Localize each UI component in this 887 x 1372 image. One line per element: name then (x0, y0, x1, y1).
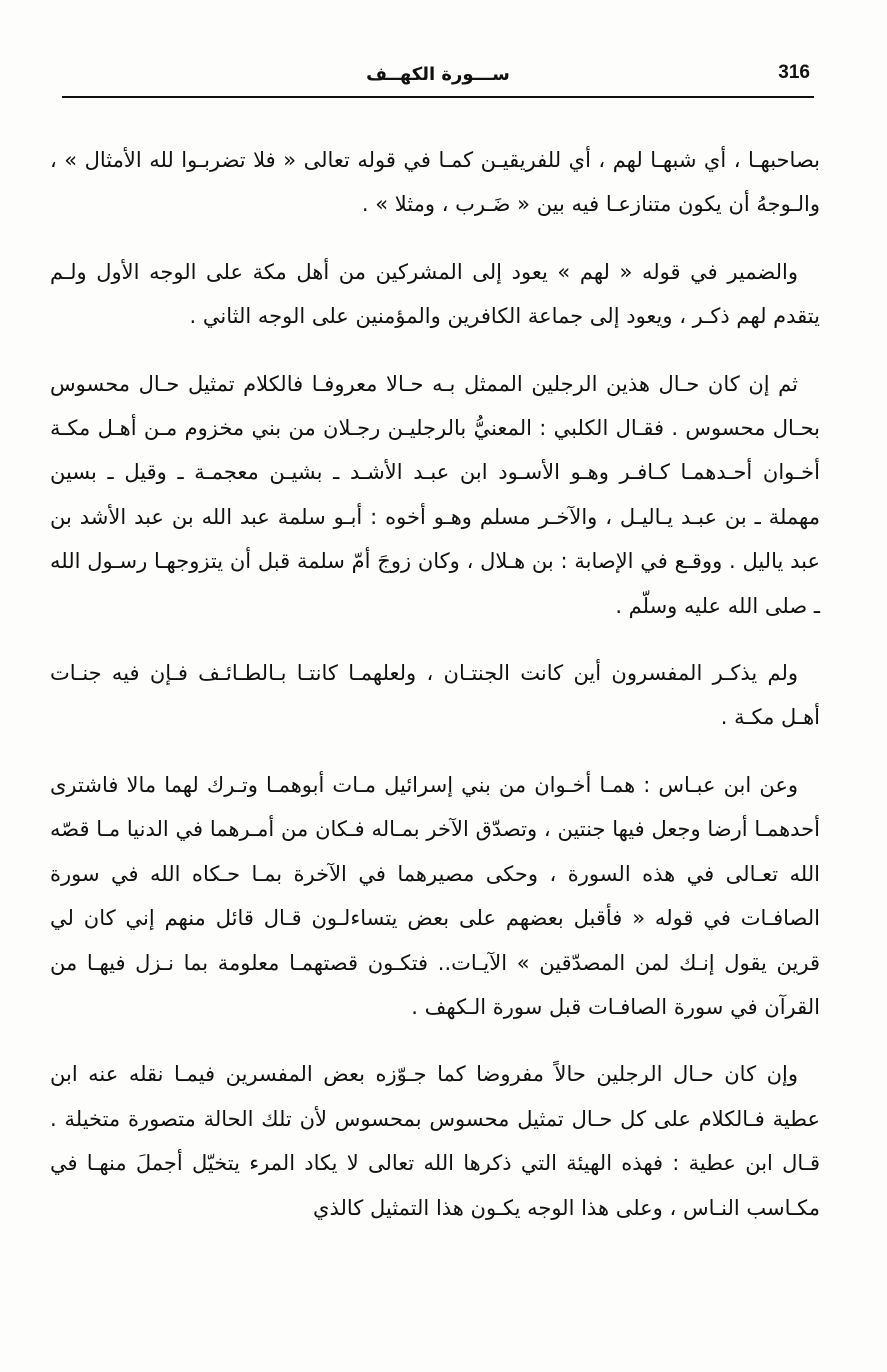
paragraph: وإن كان حـال الرجلين حالاً مفروضا كما جـوّزه بعض المفسرين فيمـا نقله عنه ابن عطية فـالكلام على كل حـال تمثيل محسوس بمحسوس لأن تلك الحالة متصورة متخيلة . قـال ابن عطية : فهذه الهيئة التي ذكرها الله تعالى لا يكاد المرء يتخيّل أجملَ منهـا في مكـاسب النـاس ، وعلى هذا الوجه يكـون هذا التمثيل كالذي (50, 1062, 820, 1220)
page-number: 316 (778, 62, 810, 83)
body-text (50, 138, 820, 1253)
surah-title: ســـورة الكهــف (366, 64, 510, 85)
page-header (62, 62, 814, 98)
paragraph: وعن ابن عبـاس : همـا أخـوان من بني إسرائيل مـات أبوهمـا وتـرك لهما مالا فاشترى أحدهمـا أرضا وجعل فيها جنتين ، وتصدّق الآخر بمـاله فـكان من أمـرهما في الدنيا مـا قصّه الله تعـالى في هذه السورة ، وحكى مصيرهما في الآخرة بمـا حـكاه الله في سورة الصافـات في قوله « فأقبل بعضهم على بعض يتساءلـون قـال قائل منهم إني كان لي قرين يقول إنـك لمن المصدّقين » الآيـات.. فتكـون قصتهمـا معلومة بما نـزل فيهـا من القرآن في سورة الصافـات قبل سورة الـكهف . (50, 772, 820, 1019)
paragraph: ثم إن كان حـال هذين الرجلين الممثل بـه حـالا معروفـا فالكلام تمثيل حـال محسوس بحـال محسوس . فقـال الكلبي : المعنيُّ بالرجليـن رجـلان من بني مخزوم مـن أهـل مكـة أخـوان أحـدهمـا كـافـر وهـو الأسـود ابن عبـد الأشـد ـ بشيـن معجمـة ـ وقيل ـ بسين مهملة ـ بن عبـد يـاليـل ، والآخـر مسلم وهـو أخوه : أبـو سلمة عبد الله بن عبد الأشد بن عبد ياليل . ووقـع في الإصابة : بن هـلال ، وكان زوجَ أمّ سلمة قبل أن يتزوجهـا رسـول الله ـ صلى الله عليه وسلّم . (50, 371, 820, 618)
paragraph: بصاحبهـا ، أي شبهـا لهم ، أي للفريقيـن كمـا في قوله تعالى « فلا تضربـوا لله الأمثال » ، والـوجهُ أن يكون متنازعـا فيه بين « ضَـرب ، ومثلا » . (50, 148, 820, 217)
paragraph: ولم يذكـر المفسرون أين كانت الجنتـان ، ولعلهمـا كانتـا بـالطـائـف فـإن فيه جنـات أهـل مكـة . (50, 661, 820, 730)
paragraph: والضمير في قوله « لهم » يعود إلى المشركين من أهل مكة على الوجه الأول ولـم يتقدم لهم ذكـر ، ويعود إلى جماعة الكافرين والمؤمنين على الوجه الثاني . (50, 259, 820, 329)
